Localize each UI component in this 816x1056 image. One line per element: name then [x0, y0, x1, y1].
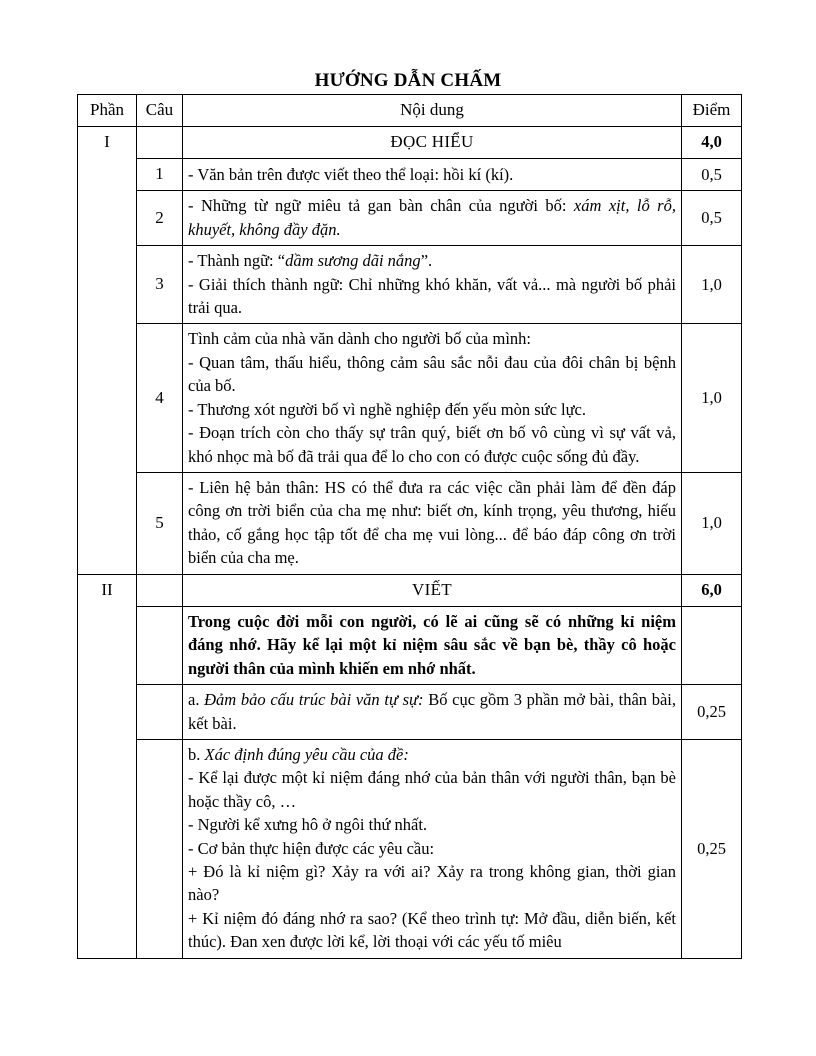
- content-line: - Kể lại được một kỉ niệm đáng nhớ của bản thân với người thân, bạn bè hoặc thầy cô, …: [188, 768, 676, 811]
- section-part-label: II: [78, 574, 137, 958]
- question-number: 3: [137, 246, 183, 324]
- row-score: [682, 606, 742, 684]
- section-title: ĐỌC HIỂU: [183, 127, 682, 159]
- question-number: [137, 739, 183, 958]
- column-header-part: Phần: [78, 95, 137, 127]
- italic-phrase: dầm sương dãi nắng: [285, 251, 421, 271]
- answer-content: [183, 324, 682, 473]
- section-header-row: [78, 574, 742, 606]
- content-line: - Người kể xưng hô ở ngôi thứ nhất.: [188, 815, 428, 835]
- column-header-content: Nội dung: [183, 95, 682, 127]
- row-score: 0,5: [682, 159, 742, 191]
- table-row: [78, 246, 742, 324]
- answer-content: [183, 159, 682, 191]
- answer-content: [183, 739, 682, 958]
- table-row: [78, 606, 742, 684]
- content-line: Trong cuộc đời mỗi con người, có lẽ ai cũng sẽ có những kỉ niệm đáng nhớ. Hãy kể lại một kỉ niệm sâu sắc về bạn bè, thầy cô hoặc người thân của mình khiến em nhớ nhất.: [188, 611, 676, 678]
- section-score: 4,0: [682, 127, 742, 159]
- content-line: - Những từ ngữ miêu tả gan bàn chân của người bố: xám xịt, lỗ rỗ, khuyết, không đầy đặn.: [188, 196, 676, 239]
- table-row: [78, 159, 742, 191]
- content-line: Tình cảm của nhà văn dành cho người bố của mình:: [188, 329, 531, 349]
- italic-phrase: Đảm bảo cấu trúc bài văn tự sự:: [204, 690, 424, 710]
- content-line: - Thương xót người bố vì nghề nghiệp đến yếu mòn sức lực.: [188, 399, 586, 419]
- content-line: - Giải thích thành ngữ: Chỉ những khó khăn, vất vả... mà người bố phải trải qua.: [188, 274, 676, 318]
- row-score: 1,0: [682, 473, 742, 575]
- content-line: b. Xác định đúng yêu cầu của đề:: [188, 744, 409, 764]
- table-body: [78, 127, 742, 959]
- content-line: - Cơ bản thực hiện được các yêu cầu:: [188, 838, 435, 858]
- answer-content: [183, 246, 682, 324]
- section-question-cell: [137, 127, 183, 159]
- table-row: [78, 324, 742, 473]
- row-score: 1,0: [682, 246, 742, 324]
- italic-phrase: Xác định đúng yêu cầu của đề:: [204, 744, 409, 764]
- content-line: + Kỉ niệm đó đáng nhớ ra sao? (Kể theo trình tự: Mở đầu, diễn biến, kết thúc). Đan xen được lời kể, lời thoại với các yếu tố miêu: [188, 908, 676, 952]
- question-number: 2: [137, 191, 183, 246]
- question-number: 1: [137, 159, 183, 191]
- question-number: [137, 685, 183, 740]
- table-row: [78, 191, 742, 246]
- table-header-row: [78, 95, 742, 127]
- column-header-score: Điểm: [682, 95, 742, 127]
- answer-content: [183, 191, 682, 246]
- row-score: 1,0: [682, 324, 742, 473]
- page-title: HƯỚNG DẪN CHẤM: [314, 70, 502, 91]
- italic-phrase: xám xịt, lỗ rỗ, khuyết, không đầy đặn.: [188, 196, 676, 239]
- table-row: [78, 473, 742, 575]
- section-part-label: I: [78, 127, 137, 575]
- answer-content: [183, 685, 682, 740]
- table-row: [78, 739, 742, 958]
- row-score: 0,25: [682, 685, 742, 740]
- section-header-row: [78, 127, 742, 159]
- row-score: 0,25: [682, 739, 742, 958]
- question-number: [137, 606, 183, 684]
- content-line: + Đó là kỉ niệm gì? Xảy ra với ai? Xảy ra trong không gian, thời gian nào?: [188, 862, 676, 905]
- question-number: 5: [137, 473, 183, 575]
- answer-content: [183, 606, 682, 684]
- section-question-cell: [137, 574, 183, 606]
- content-line: - Đoạn trích còn cho thấy sự trân quý, biết ơn bố vô cùng vì sự vất vả, khó nhọc mà bố đã trải qua để lo cho con có được cuộc sống đủ đầy.: [188, 423, 676, 466]
- table-row: [78, 685, 742, 740]
- column-header-question: Câu: [137, 95, 183, 127]
- question-number: 4: [137, 324, 183, 473]
- section-score: 6,0: [682, 574, 742, 606]
- content-line: - Quan tâm, thấu hiểu, thông cảm sâu sắc nỗi đau của đôi chân bị bệnh của bố.: [188, 352, 676, 396]
- row-score: 0,5: [682, 191, 742, 246]
- section-title: VIẾT: [183, 574, 682, 606]
- content-line: - Văn bản trên được viết theo thể loại: hồi kí (kí).: [188, 164, 514, 184]
- content-line: a. Đảm bảo cấu trúc bài văn tự sự: Bố cục gồm 3 phần mở bài, thân bài, kết bài.: [188, 690, 677, 733]
- content-line: - Thành ngữ: “dầm sương dãi nắng”.: [188, 251, 433, 271]
- content-line: - Liên hệ bản thân: HS có thể đưa ra các việc cần phải làm để đền đáp công ơn trời biển của cha mẹ như: biết ơn, kính trọng, yêu thương, hiếu thảo, cố gắng học tập tốt để cha mẹ vui lòng... để báo đáp công ơn trời biển của cha mẹ.: [188, 478, 676, 568]
- grading-guide-table: [77, 94, 742, 959]
- answer-content: [183, 473, 682, 575]
